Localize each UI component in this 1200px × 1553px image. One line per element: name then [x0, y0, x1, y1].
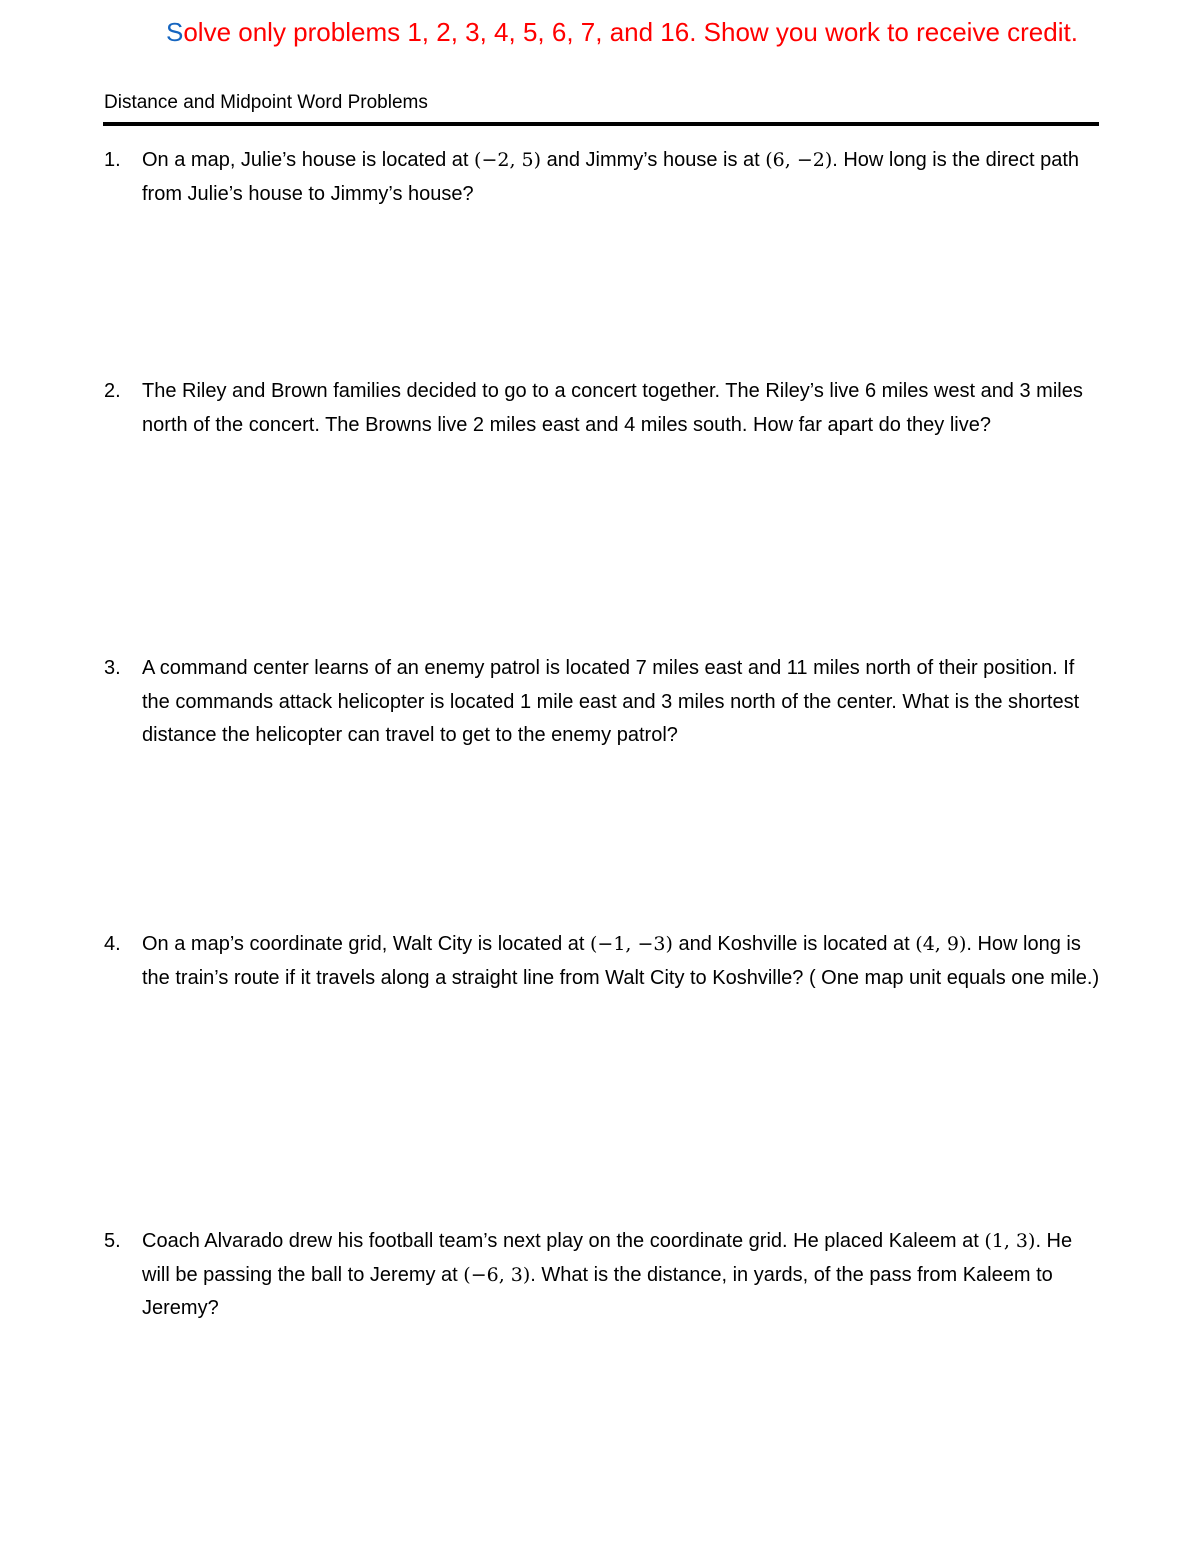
problem-text: A command center learns of an enemy patrol is located 7 miles east and 11 miles north of their position. If the commands attack helicopter is located 1 mile east and 3 miles north of the center. What is the shortest distance the helicopter can travel to get to the enemy patrol?	[142, 657, 1080, 746]
instruction-text: olve only problems 1, 2, 3, 4, 5, 6, 7, and 16. Show you work to receive credit.	[183, 17, 1078, 47]
problem-text-segment: . How long is the train’s route if it travels along a straight line from Walt City to Koshville? ( One map unit equals one mile.)	[142, 933, 1100, 989]
problem-text-segment: . What is the distance, in yards, of the pass from Kaleem to Jeremy?	[142, 1263, 1053, 1319]
coordinate-kaleem: (1, 3)	[984, 1230, 1036, 1252]
problem-1	[104, 144, 1104, 211]
problem-4	[104, 928, 1104, 995]
coordinate-koshville: (4, 9)	[915, 933, 967, 955]
instruction-banner	[166, 14, 1078, 50]
problem-5	[104, 1225, 1104, 1326]
coordinate-jeremy: (−6, 3)	[463, 1263, 531, 1286]
problem-text-segment: On a map’s coordinate grid, Walt City is located at	[142, 933, 590, 955]
problem-2	[104, 375, 1104, 442]
problem-number: 4.	[104, 933, 121, 955]
coordinate-julie: (−2, 5)	[474, 149, 542, 171]
problem-text	[142, 1225, 1104, 1326]
worksheet-title: Distance and Midpoint Word Problems	[104, 92, 428, 113]
problem-text	[142, 144, 1104, 211]
problem-number: 1.	[104, 149, 121, 171]
coordinate-jimmy: (6, −2)	[765, 149, 833, 171]
instruction-first-letter: S	[166, 17, 184, 47]
problem-text-segment: . He will be passing the ball to Jeremy at	[142, 1230, 1073, 1286]
problem-text-segment: . How long is the direct path from Julie’s house to Jimmy’s house?	[142, 149, 1080, 205]
problem-text-segment: and Jimmy’s house is at	[541, 149, 766, 171]
problem-text-segment: Coach Alvarado drew his football team’s next play on the coordinate grid. He placed Kaleem at	[142, 1230, 985, 1252]
problem-number: 3.	[104, 657, 121, 679]
problem-text-segment: On a map, Julie’s house is located at	[142, 149, 475, 171]
problem-text	[142, 928, 1104, 995]
problem-text: The Riley and Brown families decided to go to a concert together. The Riley’s live 6 miles west and 3 miles north of the concert. The Browns live 2 miles east and 4 miles south. How far apart do they live?	[142, 380, 1083, 436]
title-divider	[103, 122, 1099, 126]
problem-number: 2.	[104, 380, 121, 402]
coordinate-walt-city: (−1, −3)	[589, 933, 673, 955]
problem-text-segment: and Koshville is located at	[672, 933, 916, 955]
problem-number: 5.	[104, 1230, 121, 1252]
problem-3	[104, 652, 1104, 753]
